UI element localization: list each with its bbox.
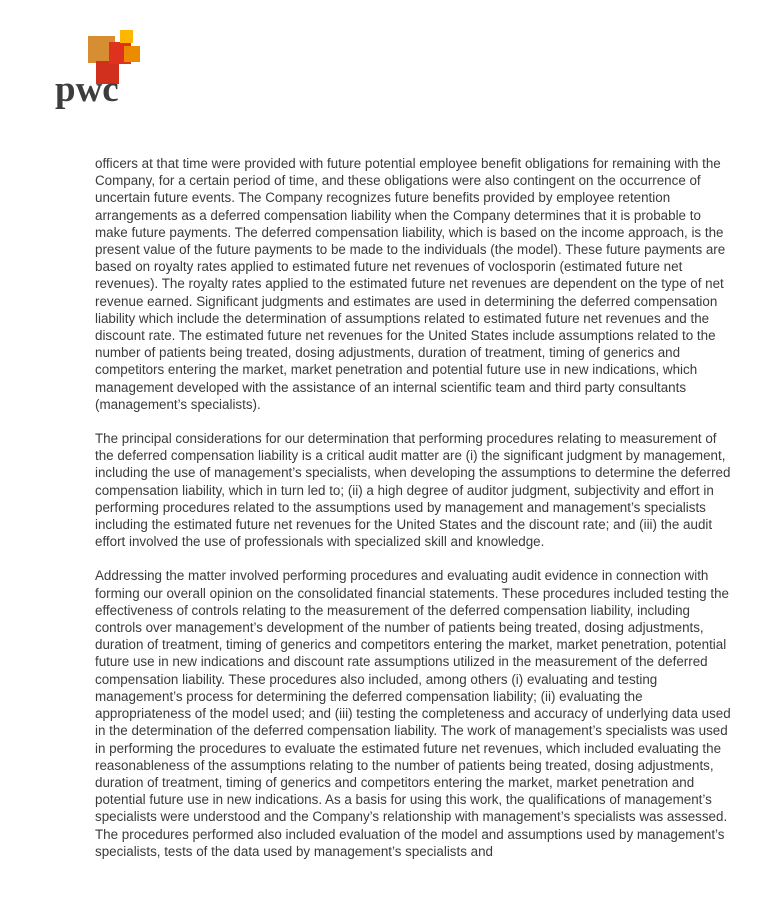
document-body xyxy=(95,155,732,877)
logo-square-orange xyxy=(124,46,140,62)
logo-square-yellow xyxy=(120,30,133,43)
paragraph-deferred-compensation-description: officers at that time were provided with future potential employee benefit obligations for remaining with the Company, for a certain period of time, and these obligations were also contingent on the occurrence of uncertain future events. The Company recognizes future benefits provided by employee retention arrangements as a deferred compensation liability when the Company determines that it is probable to make future payments. The deferred compensation liability, which is based on the income approach, is the present value of the future payments to be made to the individuals (the model). These future payments are based on royalty rates applied to estimated future net revenues of voclosporin (estimated future net revenues). The royalty rates applied to the estimated future net revenues are dependent on the type of net revenue earned. Significant judgments and estimates are used in determining the deferred compensation liability which include the determination of assumptions related to estimated future net revenues and the discount rate. The estimated future net revenues for the United States include assumptions related to the number of patients being treated, dosing adjustments, duration of treatment, timing of generics and competitors entering the market, market penetration and potential future use in new indications, which management developed with the assistance of an internal scientific team and third party consultants (management’s specialists). xyxy=(95,156,726,412)
paragraph-addressing-the-matter: Addressing the matter involved performing procedures and evaluating audit evidence in connection with forming our overall opinion on the consolidated financial statements. These procedures included testing the effectiveness of controls relating to the measurement of the deferred compensation liability, including controls over management’s development of the number of patients being treated, dosing adjustments, duration of treatment, timing of generics and competitors entering the market, market penetration, potential future use in new indications and discount rate assumptions utilized in the measurement of the deferred compensation liability. These procedures also included, among others (i) evaluating and testing management’s process for determining the deferred compensation liability; (ii) evaluating the appropriateness of the model used; and (iii) testing the completeness and accuracy of underlying data used in the determination of the deferred compensation liability. The work of management’s specialists was used in performing the procedures to evaluate the estimated future net revenues, which included evaluating the reasonableness of the assumptions relating to the number of patients being treated, dosing adjustments, duration of treatment, timing of generics and competitors entering the market, market penetration and potential future use in new indications. As a basis for using this work, the qualifications of management’s specialists were understood and the Company’s relationship with management’s specialists was assessed. The procedures performed also included evaluation of the model and assumptions used by management’s specialists, tests of the data used by management’s specialists and xyxy=(95,568,731,859)
paragraph-principal-considerations: The principal considerations for our determination that performing procedures relating to measurement of the deferred compensation liability is a critical audit matter are (i) the significant judgment by management, including the use of management’s specialists, when developing the assumptions to determine the deferred compensation liability, which in turn led to; (ii) a high degree of auditor judgment, subjectivity and effort in performing procedures related to the assumptions used by management and management’s specialists including the estimated future net revenues for the United States and the discount rate; and (iii) the audit effort involved the use of professionals with specialized skill and knowledge. xyxy=(95,431,731,550)
pwc-logo xyxy=(55,28,225,114)
pwc-wordmark: pwc xyxy=(55,69,119,110)
